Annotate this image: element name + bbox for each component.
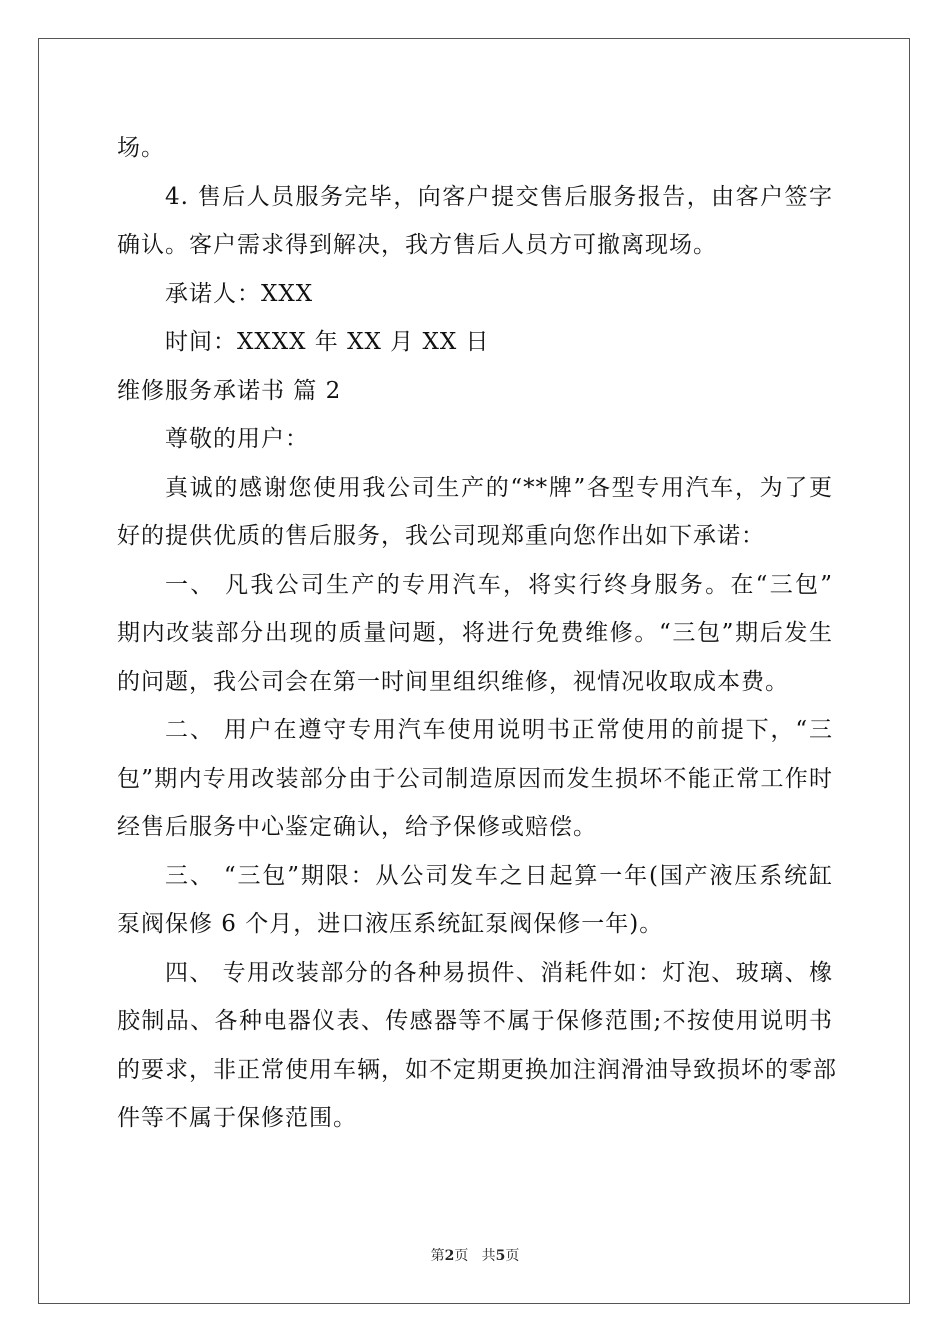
total-pages-number: 5 [495,1248,506,1264]
footer-total-prefix: 共 [481,1248,496,1264]
text-line: 四、 专用改装部分的各种易损件、消耗件如：灯泡、玻璃、橡 [165,959,833,986]
text-line: 泵阀保修 6 个月，进口液压系统缸泵阀保修一年)。 [117,911,664,937]
text-line: 的要求，非正常使用车辆，如不定期更换加注润滑油导致损坏的零部 [117,1056,837,1083]
page-footer [0,1245,950,1265]
text-line: 三、 “三包”期限：从公司发车之日起算一年(国产液压系统缸 [165,862,833,889]
text-line: 真诚的感谢您使用我公司生产的“**牌”各型专用汽车，为了更 [165,474,833,501]
text-line: 场。 [117,135,165,161]
text-line: 包”期内专用改装部分由于公司制造原因而发生损坏不能正常工作时 [117,765,833,792]
text-line: 件等不属于保修范围。 [117,1105,357,1131]
text-line: 的问题，我公司会在第一时间里组织维修，视情况收取成本费。 [117,668,789,695]
footer-prefix: 第 [430,1248,445,1264]
text-line: 期内改装部分出现的质量问题，将进行免费维修。“三包”期后发生 [117,620,833,646]
document-body [117,128,837,1147]
text-line: 胶制品、各种电器仪表、传感器等不属于保修范围;不按使用说明书 [117,1008,833,1034]
text-line: 二、 用户在遵守专用汽车使用说明书正常使用的前提下，“三 [165,717,833,743]
text-line: 一、 凡我公司生产的专用汽车，将实行终身服务。在“三包” [165,571,833,598]
text-line: 承诺人：XXX [165,280,314,307]
text-line: 4. 售后人员服务完毕，向客户提交售后服务报告，由客户签字 [165,183,833,210]
text-line: 经售后服务中心鉴定确认，给予保修或赔偿。 [117,814,597,840]
text-line: 时间：XXXX 年 XX 月 XX 日 [165,329,490,355]
text-line: 好的提供优质的售后服务，我公司现郑重向您作出如下承诺： [117,523,765,549]
text-line: 确认。客户需求得到解决，我方售后人员方可撤离现场。 [117,232,717,258]
current-page-number: 2 [444,1248,455,1264]
text-line: 维修服务承诺书 篇 2 [117,377,342,404]
text-line: 尊敬的用户： [165,426,309,452]
footer-page-label: 页 [454,1248,469,1264]
footer-total-label: 页 [505,1248,520,1264]
